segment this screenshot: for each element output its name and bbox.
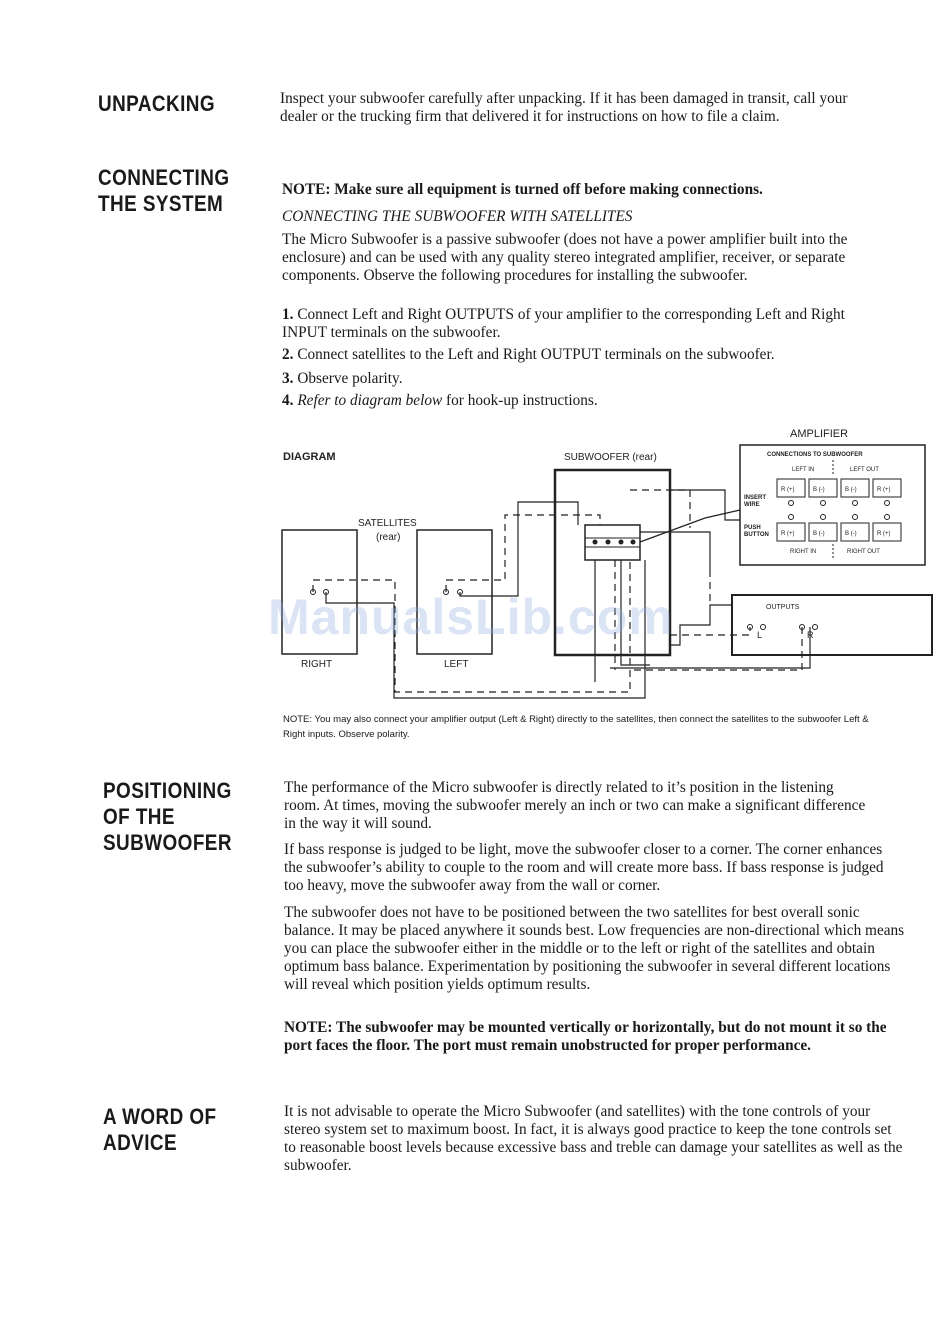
positioning-paragraph-2: If bass response is judged to be light, move the subwoofer closer to a corner. The corner enhances the subwoofer’s ability to couple to the room and will create more bass. If bass response is judged too heavy, move the subwoofer away from the wall or corner. [284,841,884,894]
subwoofer-label: SUBWOOFER (rear) [564,452,657,463]
positioning-note: NOTE: The subwoofer may be mounted vertically or horizontally, but do not mount it so the port faces the floor. The port must remain unobstructed for proper performance. [284,1019,887,1054]
advice-text: It is not advisable to operate the Micro Subwoofer (and satellites) with the tone controls of your stereo system set to maximum boost. In fact, it is always good practice to keep the tone controls set to reasonable boost levels because excessive bass and treble can damage your satellites as well as the subwoofer. [284,1103,903,1174]
outputs-label: OUTPUTS [766,604,800,611]
connecting-intro: The Micro Subwoofer is a passive subwoofer (does not have a power amplifier built into the enclosure) and can be used with any quality stereo integrated amplifier, receiver, or separate components. Observe the following procedures for installing the subwoofer. [282,231,848,284]
section-heading-positioning: POSITIONING OF THE SUBWOOFER [103,778,232,855]
step-item [282,346,887,364]
step-item [282,370,887,388]
step-number: 2. [282,346,294,363]
step-item [282,306,887,342]
output-left-mark: L [757,630,763,640]
right-in-label: RIGHT IN [790,549,817,555]
step-number: 4. [282,392,294,409]
amp-connection-panel [740,445,925,565]
output-right-mark: R [807,630,814,640]
watermark: ManualsLib.com [268,589,674,645]
connections-label: CONNECTIONS TO SUBWOOFER [767,452,863,458]
terminal-label: B (-) [813,531,825,537]
step-text: for hook-up instructions. [442,392,598,409]
step-italic: Refer to diagram below [297,392,443,409]
left-out-label: LEFT OUT [850,467,879,473]
amplifier-label: AMPLIFIER [790,428,849,440]
section-heading-advice: A WORD OF ADVICE [103,1104,217,1155]
positioning-paragraph-1: The performance of the Micro subwoofer is directly related to it’s position in the listening room. At times, moving the subwoofer merely an inch or two can make a significant difference in the way it will sound. [284,779,866,832]
unpacking-text: Inspect your subwoofer carefully after unpacking. If it has been damaged in transit, call your dealer or the trucking firm that delivered it for instructions on how to file a claim. [280,90,848,125]
step-text: Connect satellites to the Left and Right OUTPUT terminals on the subwoofer. [297,346,775,363]
right-satellite-label: RIGHT [301,659,333,670]
step-text: Connect Left and Right OUTPUTS of your amplifier to the corresponding Left and Right INPUT terminals on the subwoofer. [282,306,845,341]
terminal-label: R (+) [781,531,795,537]
button-label: BUTTON [744,532,769,538]
right-out-label: RIGHT OUT [847,549,880,555]
left-satellite-label: LEFT [444,659,469,670]
push-label: PUSH [744,525,761,531]
terminal-label: R (+) [877,531,891,537]
terminal-label: R (+) [877,487,891,493]
connecting-subheading: CONNECTING THE SUBWOOFER WITH SATELLITES [282,208,633,225]
satellites-rear-label: (rear) [376,532,401,543]
satellites-label: SATELLITES [358,518,417,529]
left-in-label: LEFT IN [792,467,815,473]
step-text: Observe polarity. [297,370,403,387]
diagram-title: DIAGRAM [283,451,336,463]
terminal-label: B (-) [845,531,857,537]
wire-label: WIRE [744,502,760,508]
diagram-footnote: NOTE: You may also connect your amplifier output (Left & Right) directly to the satellites, then connect the satellites to the subwoofer Left & Right inputs. Observe polarity. [283,714,869,740]
connecting-note: NOTE: Make sure all equipment is turned off before making connections. [282,181,763,198]
section-heading-connecting: CONNECTING THE SYSTEM [98,165,230,216]
step-item [282,392,887,410]
hookup-diagram [270,420,940,710]
terminal-label: B (-) [813,487,825,493]
insert-label: INSERT [744,495,767,501]
terminal-label: B (-) [845,487,857,493]
terminal-label: R (+) [781,487,795,493]
step-number: 1. [282,306,294,323]
section-heading-unpacking: UNPACKING [98,91,216,116]
positioning-paragraph-3: The subwoofer does not have to be positioned between the two satellites for best overall sonic balance. It may be placed anywhere it sounds best. Low frequencies are non-directional which means you can place the subwoofer either in the middle or to the left or right of the satellites and obtain optimum bass balance. Experimentation by positioning the subwoofer in several different locations will reveal which position yields optimum results. [284,904,905,993]
step-number: 3. [282,370,294,387]
